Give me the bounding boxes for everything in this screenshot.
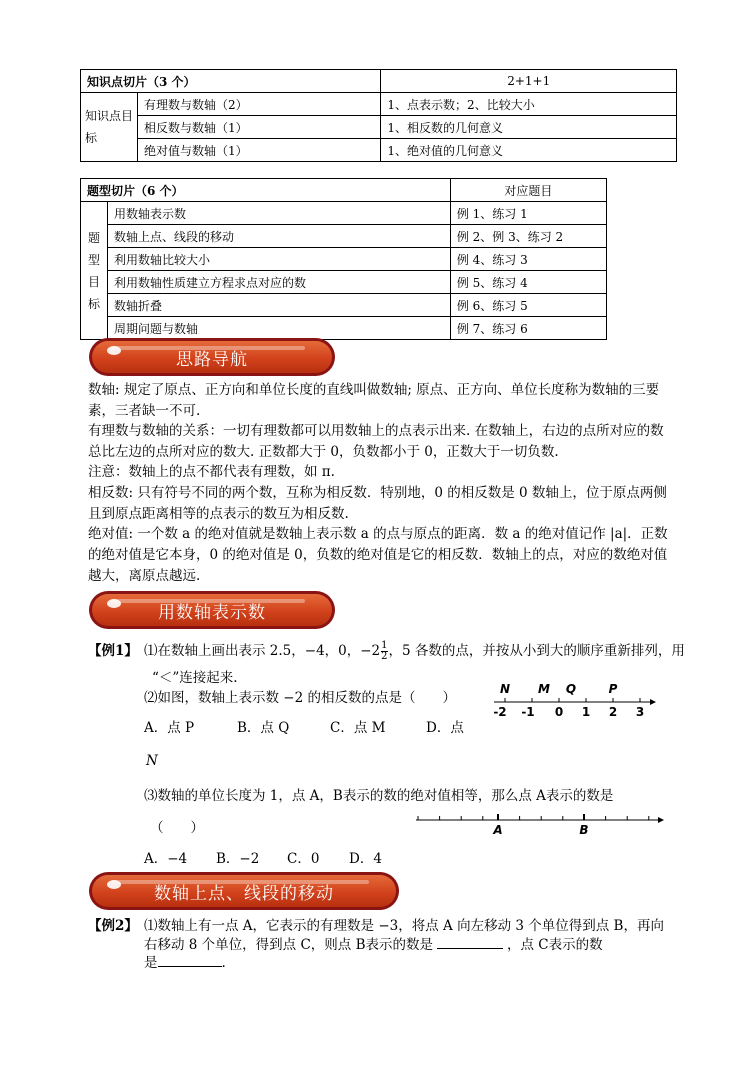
type-name: 用数轴表示数 (108, 202, 451, 225)
type-refs: 例 6、练习 5 (450, 294, 606, 317)
point-label-p: P (608, 682, 618, 696)
banner-title: 思路导航 (176, 349, 248, 370)
number-line-q2 (488, 678, 656, 718)
knowledge-topic: 相反数与数轴（1） (138, 116, 381, 139)
tick-label: -1 (521, 705, 535, 718)
type-refs: 例 5、练习 4 (450, 271, 606, 294)
knowledge-header-left: 知识点切片（3 个） (81, 70, 381, 93)
fraction (381, 641, 387, 662)
q2-choice-d: D．点 (426, 720, 464, 736)
axis-arrow (658, 817, 664, 823)
example-2-q1-line3 (144, 951, 226, 971)
type-refs: 例 1、练习 1 (450, 202, 606, 225)
q3-choice-a: A．−4 (144, 851, 188, 867)
answer-blank-c[interactable] (158, 966, 222, 967)
axis-ticks (418, 814, 649, 820)
type-name: 周期问题与数轴 (108, 317, 451, 340)
knowledge-table (80, 69, 677, 162)
axis-arrow (650, 699, 656, 705)
banner-title: 用数轴表示数 (158, 602, 266, 623)
example-2-q1-line1: ⑴数轴上有一点 A，它表示的有理数是 −3，将点 A 向左移动 3 个单位得到点 B，再向 (144, 918, 664, 934)
guide-axis-def: 数轴: 规定了原点、正方向和单位长度的直线叫做数轴; 原点、正方向、单位长度称为数轴的三要素，三者缺一不可. (88, 382, 660, 419)
answer-blank-b[interactable] (437, 948, 503, 949)
q1-text-d: 是 (144, 955, 158, 971)
knowledge-row-label: 知识点目标 (81, 93, 138, 162)
q3-choice-c: C．0 (287, 851, 320, 867)
tick-label: 3 (635, 705, 645, 718)
section-banner-represent (89, 591, 335, 629)
knowledge-topic: 有理数与数轴（2） (138, 93, 381, 116)
guide-note: 注意：数轴上的点不都代表有理数，如 π. (88, 464, 335, 480)
number-line-q3 (414, 808, 666, 838)
type-name: 利用数轴性质建立方程求点对应的数 (108, 271, 451, 294)
example-1-q3: ⑶数轴的单位长度为 1，点 A，B表示的数的绝对值相等，那么点 A表示的数是 (144, 788, 614, 804)
knowledge-topic: 绝对值与数轴（1） (138, 139, 381, 162)
knowledge-desc: 1、点表示数；2、比较大小 (381, 93, 677, 116)
knowledge-header-right: 2+1+1 (381, 70, 677, 93)
type-label-char: 型 (87, 252, 100, 267)
example-2-q1-line2 (144, 933, 603, 953)
example-1-q2: ⑵如图，数轴上表示数 −2 的相反数的点是（ ） (144, 690, 456, 706)
q2-choice-b: B．点 Q (237, 720, 290, 736)
type-label-char: 题 (87, 230, 100, 245)
guide-rational-relation: 有理数与数轴的关系：一切有理数都可以用数轴上的点表示出来. 在数轴上，右边的点所对应的数总比左边的点所对应的数大. 正数都大于 0，负数都小于 0，正数大于一切负数. (88, 423, 664, 460)
guide-absolute: 绝对值: 一个数 a 的绝对值就是数轴上表示数 a 的点与原点的距离．数 a 的绝对值记作 |a|．正数的绝对值是它本身，0 的绝对值是 0，负数的绝对值是它的相反数．数轴上的点，对应的数绝对值越大，离原点越远. (88, 526, 668, 584)
q1-text-e: . (221, 955, 226, 971)
type-refs: 例 2、例 3、练习 2 (450, 225, 606, 248)
point-label-n: N (499, 682, 511, 696)
point-label-b: B (579, 823, 589, 837)
q1-text-a: ⑴在数轴上画出表示 2.5，−4，0，−2 (144, 643, 381, 659)
point-label-a: A (493, 823, 503, 837)
type-name: 数轴上点、线段的移动 (108, 225, 451, 248)
fraction-numerator: 1 (381, 640, 388, 651)
type-label-char: 标 (87, 296, 100, 311)
type-table (80, 178, 607, 340)
q1-text-c: ，点 C表示的数 (507, 937, 603, 953)
type-row-label (81, 202, 108, 340)
type-refs: 例 4、练习 3 (450, 248, 606, 271)
q1-text-b: ，5 各数的点，并按从小到大的顺序重新排列，用 (388, 643, 685, 659)
tick-label: 0 (554, 705, 564, 718)
example-1-tag: 【例1】 (88, 643, 138, 659)
example-1-q3-paren: （ ） (150, 820, 204, 836)
q1-text-b: 右移动 8 个单位，得到点 C，则点 B表示的数是 (144, 937, 434, 953)
q3-choice-d: D．4 (349, 851, 382, 867)
tick-label: -2 (493, 705, 507, 718)
fraction-denominator: 2 (381, 651, 388, 662)
type-name: 数轴折叠 (108, 294, 451, 317)
point-label-q: Q (565, 682, 577, 696)
example-1-q1-cont: “＜”连接起来. (152, 670, 238, 686)
type-refs: 例 7、练习 6 (450, 317, 606, 340)
banner-title: 数轴上点、线段的移动 (154, 883, 334, 904)
section-banner-guide (89, 338, 335, 376)
tick-label: 1 (581, 705, 591, 718)
tick-label: 2 (608, 705, 618, 718)
q3-choice-b: B．−2 (216, 851, 260, 867)
type-header-right: 对应题目 (450, 179, 606, 202)
point-label-m: M (538, 682, 550, 696)
q2-choice-a: A．点 P (144, 720, 195, 736)
guide-opposite: 相反数: 只有符号不同的两个数，互称为相反数．特别地，0 的相反数是 0 数轴上，位于原点两侧且到原点距离相等的点表示的数互为相反数. (88, 485, 667, 522)
example-2-tag: 【例2】 (88, 918, 138, 934)
section-banner-move (89, 872, 399, 910)
example-1-q1 (144, 639, 685, 662)
knowledge-desc: 1、相反数的几何意义 (381, 116, 677, 139)
type-label-char: 目 (87, 274, 100, 289)
q2-choice-c: C．点 M (330, 720, 386, 736)
type-name: 利用数轴比较大小 (108, 248, 451, 271)
q2-choice-d-cont: N (146, 753, 158, 769)
type-header-left: 题型切片（6 个） (81, 179, 451, 202)
knowledge-desc: 1、绝对值的几何意义 (381, 139, 677, 162)
axis-ticks (505, 698, 640, 702)
